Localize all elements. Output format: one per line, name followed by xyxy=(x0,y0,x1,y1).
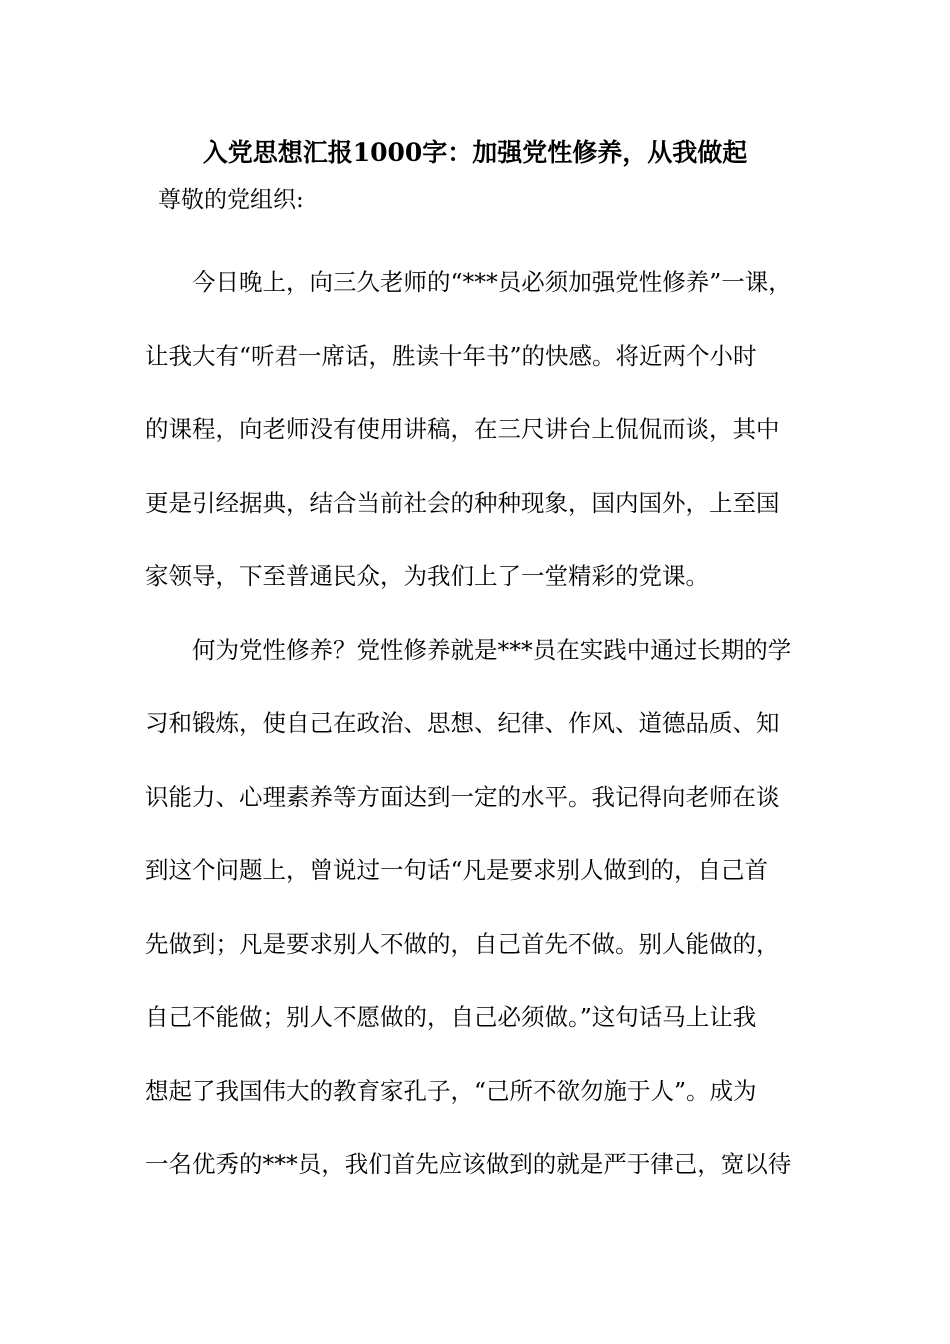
text-line: 想起了我国伟大的教育家孔子，“己所不欲勿施于人”。成为 xyxy=(145,1076,757,1105)
text-line: 自己不能做；别人不愿做的，自己必须做。”这句话马上让我 xyxy=(145,1003,757,1031)
text-line: 先做到；凡是要求别人不做的，自己首先不做。别人能做的， xyxy=(145,929,780,958)
text-line: 习和锻炼，使自己在政治、思想、纪律、作风、道德品质、知 xyxy=(145,709,780,737)
text-line: 今日晚上，向三久老师的“***员必须加强党性修养”一课， xyxy=(145,268,792,296)
text-line: 识能力、心理素养等方面达到一定的水平。我记得向老师在谈 xyxy=(145,782,780,811)
text-line: 何为党性修养？党性修养就是***员在实践中通过长期的学 xyxy=(145,635,792,664)
text-line: 的课程，向老师没有使用讲稿，在三尺讲台上侃侃而谈，其中 xyxy=(145,415,780,443)
text-line: 到这个问题上，曾说过一句话“凡是要求别人做到的，自己首 xyxy=(145,856,769,884)
text-line: 更是引经据典，结合当前社会的种种现象，国内国外，上至国 xyxy=(145,488,780,517)
body-text xyxy=(145,246,825,1202)
text-line: 一名优秀的***员，我们首先应该做到的就是严于律己，宽以待 xyxy=(145,1150,792,1178)
text-line: 让我大有“听君一席话，胜读十年书”的快感。将近两个小时 xyxy=(145,341,757,370)
salutation: 尊敬的党组织: xyxy=(158,187,304,213)
text-line: 家领导，下至普通民众，为我们上了一堂精彩的党课。 xyxy=(145,562,709,590)
document-title: 入党思想汇报1000字：加强党性修养，从我做起 xyxy=(202,138,748,167)
